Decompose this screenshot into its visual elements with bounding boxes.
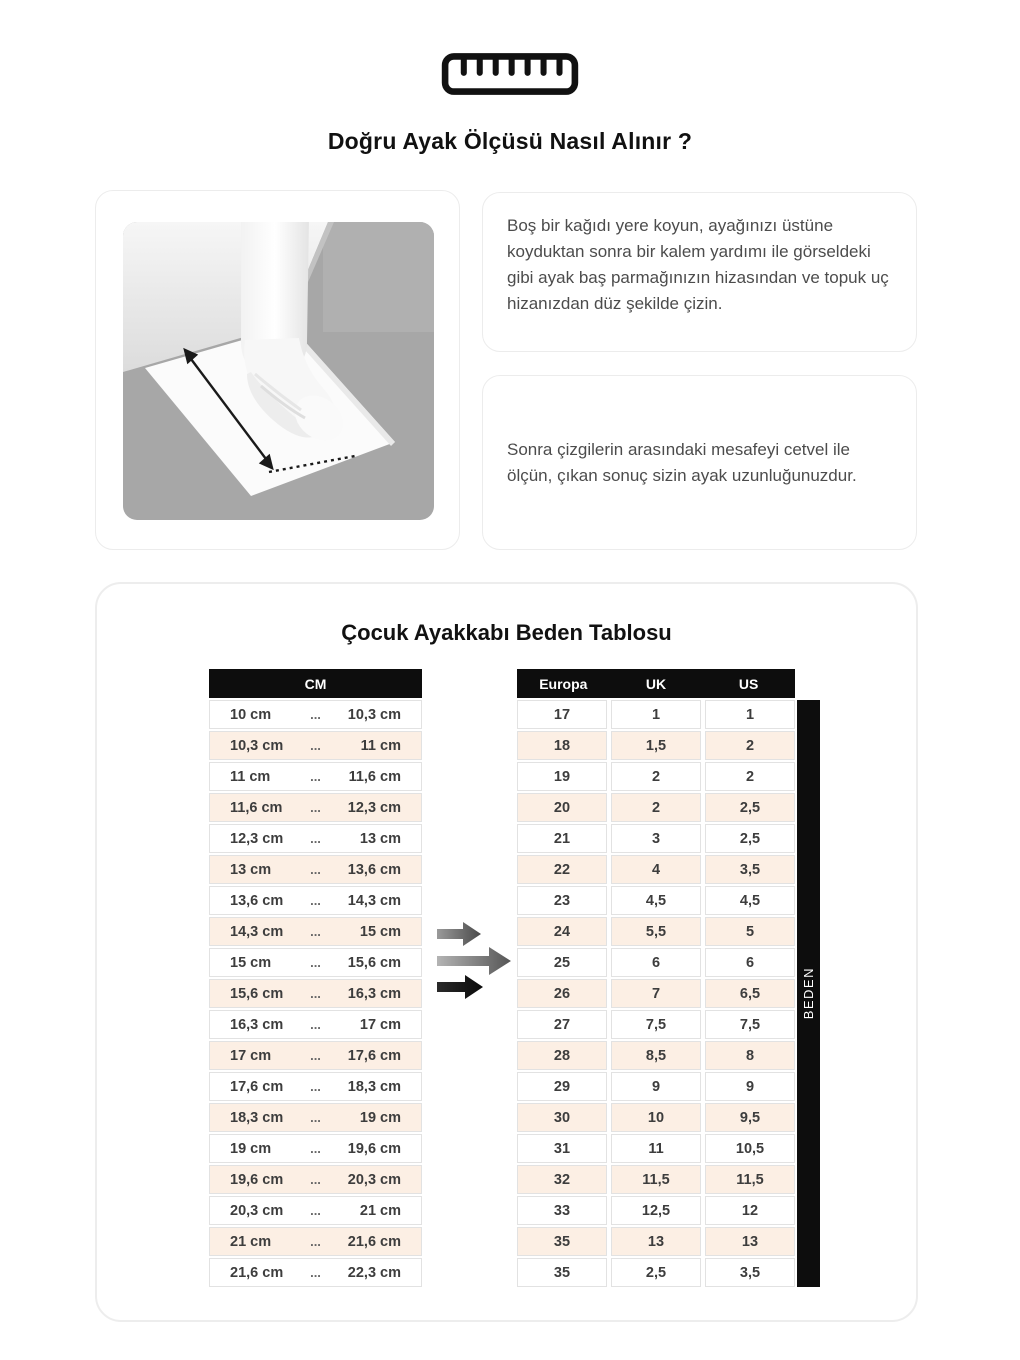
size-table-header: [517, 669, 795, 698]
europa-value: 29: [517, 1072, 607, 1101]
cm-from-value: 14,3 cm: [230, 923, 284, 940]
size-header-uk: UK: [645, 675, 667, 692]
table-row: [517, 793, 795, 822]
instruction-step-2-text: Sonra çizgilerin arasındaki mesafeyi cetvel ile ölçün, çıkan sonuç sizin ayak uzunluğunuzdur.: [507, 439, 857, 485]
table-row: [209, 1227, 422, 1256]
europa-value: 35: [517, 1258, 607, 1287]
table-row: [517, 1134, 795, 1163]
range-separator: ...: [310, 1172, 321, 1187]
table-row: [517, 1072, 795, 1101]
europa-value: 32: [517, 1165, 607, 1194]
instruction-step-1: [482, 192, 917, 352]
range-separator: ...: [310, 1079, 321, 1094]
cm-to-value: 21 cm: [359, 1202, 401, 1219]
range-separator: ...: [310, 800, 321, 815]
europa-value: 24: [517, 917, 607, 946]
range-separator: ...: [310, 893, 321, 908]
ruler-icon: [433, 52, 587, 96]
foot-measurement-illustration: [123, 222, 434, 520]
cm-to-value: 14,3 cm: [347, 892, 401, 909]
cm-from-value: 19 cm: [230, 1140, 272, 1157]
instruction-step-1-text: Boş bir kağıdı yere koyun, ayağınızı üstüne koyduktan sonra bir kalem yardımı ile görseldeki gibi ayak baş parmağınızın hizasından ve topuk uç hizanızdan düz şekilde çizin.: [507, 216, 889, 313]
range-separator: ...: [310, 1203, 321, 1218]
us-value: 8: [705, 1041, 795, 1070]
uk-value: 5,5: [611, 917, 701, 946]
size-table-body: [517, 700, 795, 1287]
cm-from-value: 10,3 cm: [230, 737, 284, 754]
range-separator: ...: [310, 862, 321, 877]
range-separator: ...: [310, 986, 321, 1001]
table-row: [209, 1134, 422, 1163]
uk-value: 11,5: [611, 1165, 701, 1194]
europa-value: 26: [517, 979, 607, 1008]
cm-to-value: 20,3 cm: [347, 1171, 401, 1188]
cm-table-body: [209, 700, 422, 1287]
range-separator: ...: [310, 955, 321, 970]
size-table-card: [95, 582, 918, 1322]
range-separator: ...: [310, 924, 321, 939]
cm-from-value: 20,3 cm: [230, 1202, 284, 1219]
europa-value: 33: [517, 1196, 607, 1225]
us-value: 1: [705, 700, 795, 729]
uk-value: 7: [611, 979, 701, 1008]
range-separator: ...: [310, 1141, 321, 1156]
uk-value: 7,5: [611, 1010, 701, 1039]
table-row: [517, 1258, 795, 1287]
table-row: [209, 1258, 422, 1287]
range-separator: ...: [310, 1265, 321, 1280]
table-row: [517, 855, 795, 884]
uk-value: 2: [611, 793, 701, 822]
cm-from-value: 12,3 cm: [230, 830, 284, 847]
table-row: [209, 793, 422, 822]
cm-to-value: 16,3 cm: [347, 985, 401, 1002]
beden-side-label: BEDEN: [801, 967, 816, 1020]
range-separator: ...: [310, 707, 321, 722]
europa-value: 35: [517, 1227, 607, 1256]
range-separator: ...: [310, 831, 321, 846]
us-value: 2,5: [705, 824, 795, 853]
us-value: 10,5: [705, 1134, 795, 1163]
uk-value: 9: [611, 1072, 701, 1101]
table-row: [517, 1227, 795, 1256]
cm-from-value: 17,6 cm: [230, 1078, 284, 1095]
instruction-step-2: [482, 375, 917, 550]
cm-to-value: 21,6 cm: [347, 1233, 401, 1250]
table-row: [209, 948, 422, 977]
cm-table-header: CM: [209, 669, 422, 698]
table-row: [209, 855, 422, 884]
europa-value: 21: [517, 824, 607, 853]
us-value: 12: [705, 1196, 795, 1225]
us-value: 2: [705, 731, 795, 760]
cm-from-value: 11 cm: [230, 768, 271, 785]
us-value: 3,5: [705, 855, 795, 884]
table-row: [209, 824, 422, 853]
table-row: [517, 917, 795, 946]
size-table: [517, 669, 795, 1289]
cm-from-value: 19,6 cm: [230, 1171, 284, 1188]
cm-to-value: 19,6 cm: [347, 1140, 401, 1157]
europa-value: 25: [517, 948, 607, 977]
europa-value: 28: [517, 1041, 607, 1070]
cm-to-value: 15,6 cm: [347, 954, 401, 971]
table-row: [517, 979, 795, 1008]
uk-value: 6: [611, 948, 701, 977]
uk-value: 4,5: [611, 886, 701, 915]
uk-value: 2: [611, 762, 701, 791]
uk-value: 3: [611, 824, 701, 853]
cm-to-value: 13 cm: [359, 830, 401, 847]
cm-from-value: 15,6 cm: [230, 985, 284, 1002]
us-value: 3,5: [705, 1258, 795, 1287]
table-row: [517, 731, 795, 760]
cm-to-value: 17,6 cm: [347, 1047, 401, 1064]
cm-from-value: 17 cm: [230, 1047, 272, 1064]
us-value: 13: [705, 1227, 795, 1256]
europa-value: 19: [517, 762, 607, 791]
table-row: [517, 1041, 795, 1070]
table-row: [209, 731, 422, 760]
us-value: 6: [705, 948, 795, 977]
cm-to-value: 19 cm: [359, 1109, 401, 1126]
transfer-arrows-icon: [433, 918, 515, 1010]
table-row: [209, 1165, 422, 1194]
europa-value: 30: [517, 1103, 607, 1132]
range-separator: ...: [310, 1048, 321, 1063]
us-value: 7,5: [705, 1010, 795, 1039]
size-header-us: US: [738, 675, 759, 692]
uk-value: 10: [611, 1103, 701, 1132]
cm-from-value: 13,6 cm: [230, 892, 284, 909]
cm-from-value: 16,3 cm: [230, 1016, 284, 1033]
size-header-europa: Europa: [539, 675, 588, 692]
table-row: [209, 886, 422, 915]
uk-value: 8,5: [611, 1041, 701, 1070]
europa-value: 18: [517, 731, 607, 760]
cm-to-value: 11 cm: [360, 737, 401, 754]
table-row: [209, 1103, 422, 1132]
table-row: [517, 1010, 795, 1039]
table-row: [209, 979, 422, 1008]
cm-to-value: 13,6 cm: [347, 861, 401, 878]
table-row: [209, 1041, 422, 1070]
uk-value: 1,5: [611, 731, 701, 760]
table-row: [517, 1165, 795, 1194]
europa-value: 27: [517, 1010, 607, 1039]
table-row: [517, 700, 795, 729]
uk-value: 12,5: [611, 1196, 701, 1225]
europa-value: 20: [517, 793, 607, 822]
table-row: [209, 1072, 422, 1101]
cm-from-value: 11,6 cm: [230, 799, 283, 816]
us-value: 5: [705, 917, 795, 946]
table-row: [517, 824, 795, 853]
range-separator: ...: [310, 1110, 321, 1125]
uk-value: 4: [611, 855, 701, 884]
cm-from-value: 18,3 cm: [230, 1109, 284, 1126]
table-row: [209, 1010, 422, 1039]
range-separator: ...: [310, 1017, 321, 1032]
cm-to-value: 18,3 cm: [347, 1078, 401, 1095]
cm-to-value: 10,3 cm: [347, 706, 401, 723]
cm-from-value: 21 cm: [230, 1233, 272, 1250]
us-value: 11,5: [705, 1165, 795, 1194]
cm-from-value: 13 cm: [230, 861, 272, 878]
table-row: [209, 700, 422, 729]
range-separator: ...: [310, 769, 321, 784]
table-row: [517, 762, 795, 791]
table-row: [517, 886, 795, 915]
page-title: Doğru Ayak Ölçüsü Nasıl Alınır ?: [327, 128, 693, 154]
uk-value: 13: [611, 1227, 701, 1256]
europa-value: 22: [517, 855, 607, 884]
cm-to-value: 17 cm: [359, 1016, 401, 1033]
cm-from-value: 15 cm: [230, 954, 272, 971]
cm-to-value: 11,6 cm: [348, 768, 401, 785]
cm-from-value: 21,6 cm: [230, 1264, 284, 1281]
europa-value: 23: [517, 886, 607, 915]
table-row: [517, 1196, 795, 1225]
table-row: [209, 917, 422, 946]
us-value: 2,5: [705, 793, 795, 822]
size-table-title: Çocuk Ayakkabı Beden Tablosu: [341, 620, 672, 645]
europa-value: 31: [517, 1134, 607, 1163]
europa-value: 17: [517, 700, 607, 729]
us-value: 9,5: [705, 1103, 795, 1132]
us-value: 9: [705, 1072, 795, 1101]
table-row: [517, 1103, 795, 1132]
cm-to-value: 22,3 cm: [347, 1264, 401, 1281]
cm-table: [209, 669, 422, 1289]
cm-from-value: 10 cm: [230, 706, 272, 723]
photo-card: [95, 190, 460, 550]
uk-value: 11: [611, 1134, 701, 1163]
range-separator: ...: [310, 1234, 321, 1249]
us-value: 2: [705, 762, 795, 791]
table-row: [209, 762, 422, 791]
uk-value: 1: [611, 700, 701, 729]
beden-side-bar: [797, 700, 820, 1287]
us-value: 6,5: [705, 979, 795, 1008]
cm-to-value: 12,3 cm: [347, 799, 401, 816]
table-row: [209, 1196, 422, 1225]
uk-value: 2,5: [611, 1258, 701, 1287]
table-row: [517, 948, 795, 977]
us-value: 4,5: [705, 886, 795, 915]
cm-to-value: 15 cm: [359, 923, 401, 940]
range-separator: ...: [310, 738, 321, 753]
